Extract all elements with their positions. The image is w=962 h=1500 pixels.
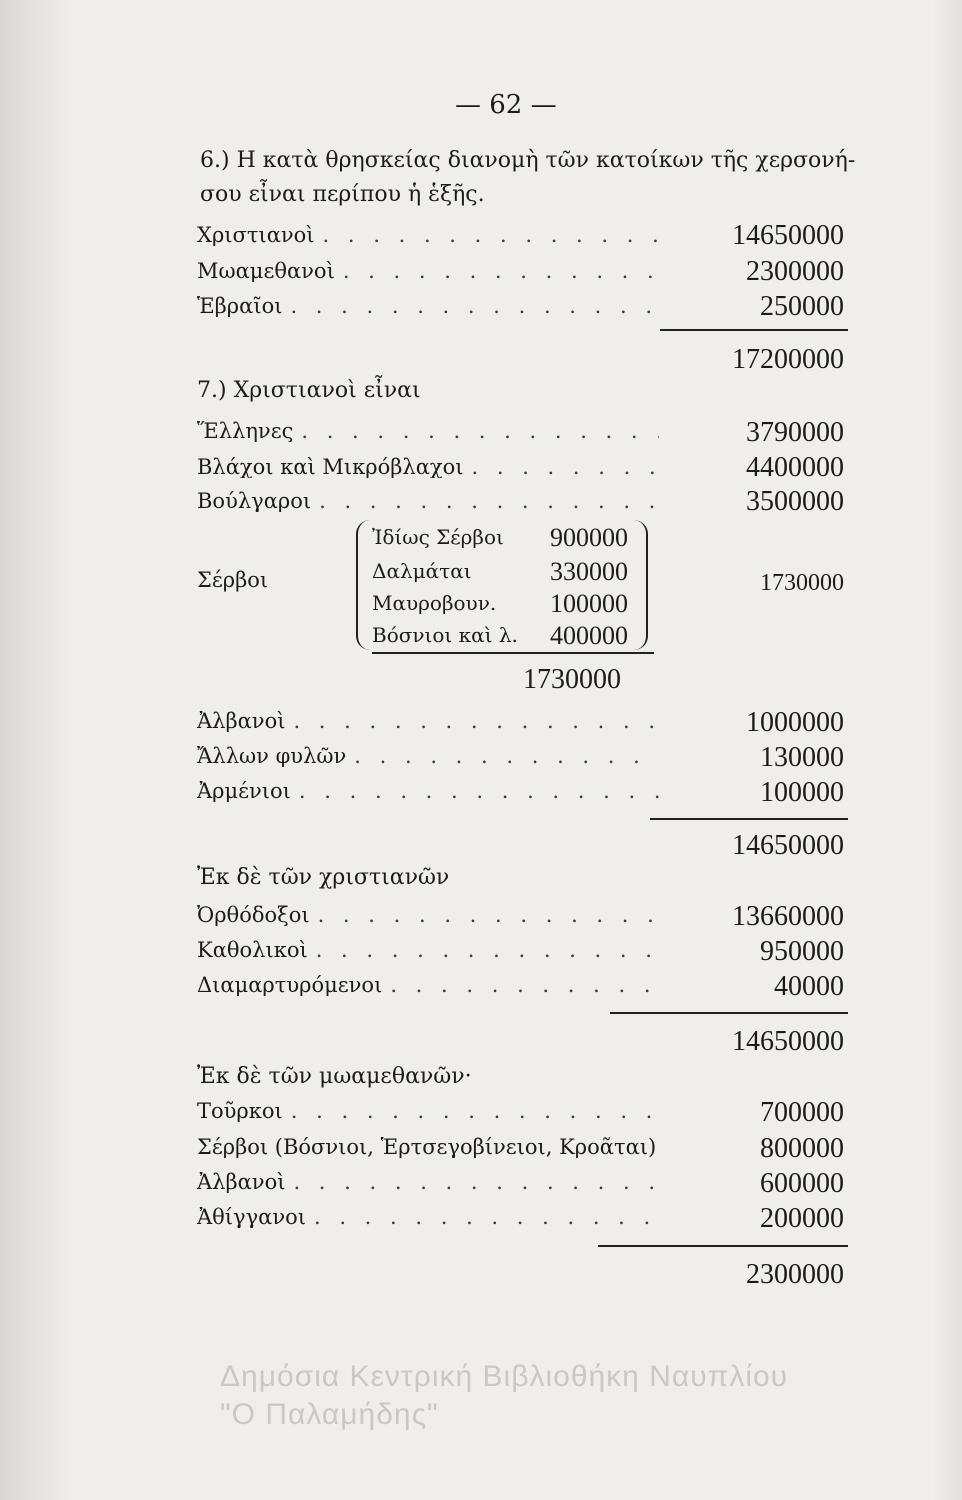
religions-total: 17200000 (732, 344, 844, 375)
list-item-label: Βούλγαροι . . . (197, 491, 659, 512)
serbs-sub-value: 400000 (550, 621, 628, 650)
serbs-sub-label: Δαλμάται (372, 559, 472, 583)
serbs-sub-value: 100000 (550, 589, 628, 618)
sum-rule (650, 818, 848, 820)
list-item-value: 950000 (760, 936, 844, 967)
serbs-sub-label: Βόσνιοι καὶ λ. (372, 623, 518, 647)
serbs-label: Σέρβοι (197, 568, 269, 592)
list-item-value: 100000 (760, 777, 844, 808)
list-item-value: 3500000 (746, 486, 844, 517)
christians-heading: 7.) Χριστιανοὶ εἶναι (197, 378, 421, 403)
list-item-label: Διαμαρτυρόμενοι . . . (197, 975, 659, 996)
list-item-label: Ὀρθόδοξοι . . . (197, 905, 659, 926)
left-bracket-icon (356, 520, 372, 650)
serbs-sub-value: 330000 (550, 557, 628, 586)
list-item-label: Ἀλβανοὶ . . . (197, 711, 659, 732)
list-item-label: Ἀρμένιοι . . . (197, 781, 659, 802)
list-item-label: Τοῦρκοι . . . (197, 1101, 659, 1122)
intro-line-2: σου εἶναι περίπου ἡ ἑξῆς. (200, 182, 485, 207)
list-item-label: Μωαμεθανοὶ . . . (197, 261, 659, 282)
list-item-value: 4400000 (746, 452, 844, 483)
list-item-label: Σέρβοι (Βόσνιοι, Ἑρτσεγοβίνειοι, Κροᾶται) . . . (197, 1137, 659, 1158)
list-item-label: Ἀθίγγανοι . . . (197, 1207, 659, 1228)
list-item-value: 130000 (760, 742, 844, 773)
library-watermark-line-1: Δημόσια Κεντρική Βιβλιοθήκη Ναυπλίου (220, 1360, 789, 1393)
list-item-label: Βλάχοι καὶ Μικρόβλαχοι . . . (197, 457, 659, 478)
list-item-value: 250000 (760, 291, 844, 322)
list-item-value: 13660000 (732, 901, 844, 932)
list-item-value: 600000 (760, 1168, 844, 1199)
list-item-value: 2300000 (746, 256, 844, 287)
list-item-label: Ἑβραῖοι . . . (197, 296, 659, 317)
denom-total: 14650000 (732, 1026, 844, 1057)
list-item-label: Χριστιανοὶ . . . (197, 225, 659, 246)
library-watermark-line-2: "Ο Παλαμήδης" (220, 1398, 439, 1431)
intro-line-1: 6.) Η κατὰ θρησκείας διανομὴ τῶν κατοίκων τῆς χερσονή- (200, 148, 856, 173)
serbs-total: 1730000 (760, 570, 844, 596)
sum-rule (598, 1245, 848, 1247)
page-number: — 62 — (455, 90, 557, 120)
list-item-value: 200000 (760, 1203, 844, 1234)
denom-heading: Ἐκ δὲ τῶν χριστιανῶν (197, 865, 450, 890)
list-item-value: 1000000 (746, 707, 844, 738)
list-item-label: Ἀλβανοὶ . . . (197, 1172, 659, 1193)
list-item-value: 14650000 (732, 220, 844, 251)
serbs-sub-label: Ἰδίως Σέρβοι (372, 525, 504, 549)
muslim-heading: Ἐκ δὲ τῶν μωαμεθανῶν· (197, 1064, 472, 1089)
list-item-value: 40000 (774, 971, 844, 1002)
serbs-subtotal: 1730000 (523, 664, 621, 695)
list-item-label: Ἕλληνες . . . (197, 421, 659, 442)
sum-rule (372, 652, 654, 654)
sum-rule (610, 1012, 848, 1014)
list-item-value: 700000 (760, 1097, 844, 1128)
list-item-value: 800000 (760, 1133, 844, 1164)
serbs-sub-label: Μαυροβουν. (372, 591, 497, 615)
list-item-label: Καθολικοὶ . . . (197, 940, 659, 961)
christians-total: 14650000 (732, 830, 844, 861)
sum-rule (660, 329, 848, 331)
list-item-value: 3790000 (746, 417, 844, 448)
right-brace-icon (632, 520, 648, 650)
muslim-total: 2300000 (746, 1259, 844, 1290)
serbs-sub-value: 900000 (550, 523, 628, 552)
list-item-label: Ἄλλων φυλῶν . . . (197, 746, 659, 767)
